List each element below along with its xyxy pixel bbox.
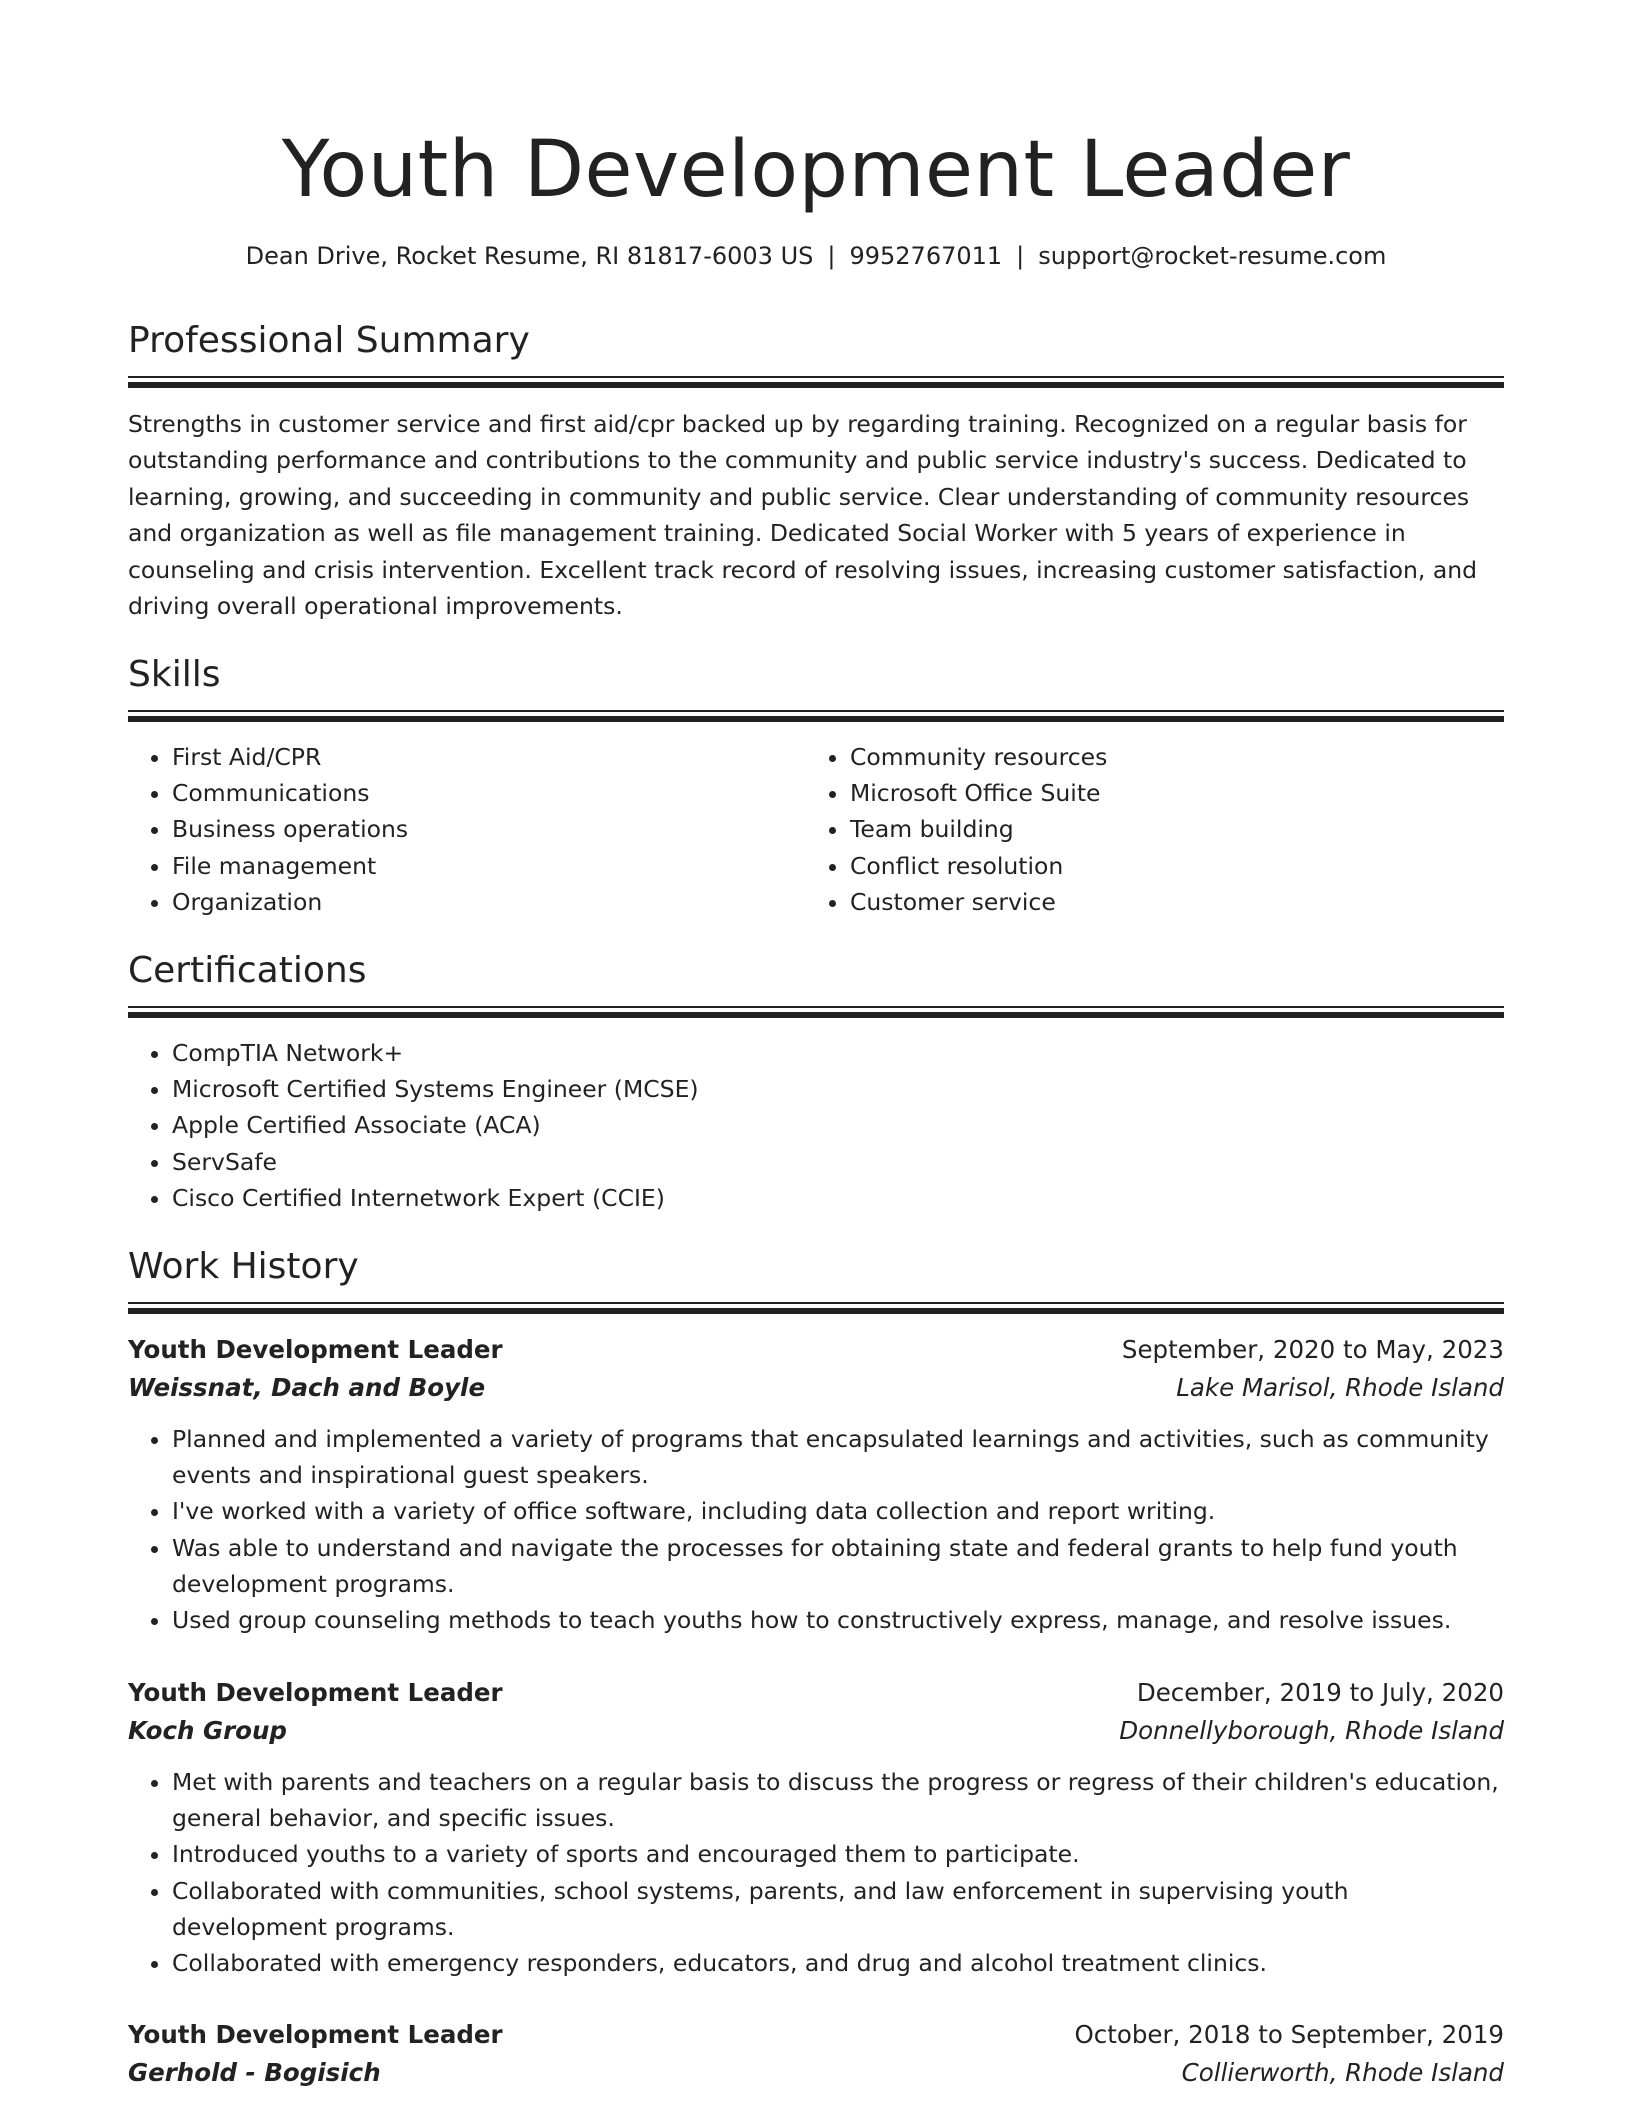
contact-separator: |: [827, 242, 836, 270]
work-entry: [128, 1331, 1504, 1638]
resume-name: Youth Development Leader: [281, 125, 1351, 215]
certification-item: • Microsoft Certified Systems Engineer (MCSE): [172, 1071, 1504, 1107]
job-bullet: • Met with parents and teachers on a regular basis to discuss the progress or regress of their children's education, general behavior, and specific issues.: [172, 1764, 1504, 1836]
section-divider: [128, 710, 1504, 722]
section-divider: [128, 376, 1504, 388]
skill-item: • Community resources: [850, 739, 1466, 775]
summary-text: Strengths in customer service and first aid/cpr backed up by regarding training. Recognized on a regular basis for outstanding performance and contributions to the community and public service industry's success. Dedicated to learning, growing, and succeeding in community and public service. Clear understanding of community resources and organization as well as file management training. Dedicated Social Worker with 5 years of experience in counseling and crisis intervention. Excellent track record of resolving issues, increasing customer satisfaction, and driving overall operational improvements.: [128, 410, 1478, 621]
job-dates: September, 2020 to May, 2023: [1121, 1335, 1504, 1364]
section-title-summary: Professional Summary: [128, 320, 530, 361]
skill-item: • Team building: [850, 811, 1466, 847]
skill-item: • Microsoft Office Suite: [850, 775, 1466, 811]
job-company: Gerhold - Bogisich: [128, 2058, 381, 2087]
section-title-skills: Skills: [128, 654, 221, 695]
job-company: Koch Group: [128, 1716, 287, 1745]
skill-item: • Customer service: [850, 884, 1466, 920]
job-location: Donnellyborough, Rhode Island: [1119, 1716, 1504, 1745]
job-title: Youth Development Leader: [128, 2020, 503, 2049]
job-location: Collierworth, Rhode Island: [1181, 2058, 1504, 2087]
skill-item: • First Aid/CPR: [172, 739, 788, 775]
section-divider: [128, 1006, 1504, 1018]
job-location: Lake Marisol, Rhode Island: [1176, 1373, 1504, 1402]
contact-phone: 9952767011: [849, 242, 1003, 270]
job-bullet: • Collaborated with emergency responders, educators, and drug and alcohol treatment clinics.: [172, 1945, 1504, 1981]
job-title: Youth Development Leader: [128, 1335, 503, 1364]
work-entry: [128, 1674, 1504, 1981]
skills-column-left: [128, 739, 788, 920]
contact-line: [128, 240, 1504, 272]
job-company: Weissnat, Dach and Boyle: [128, 1373, 486, 1402]
work-entry: [128, 2016, 1504, 2092]
certifications-list: [128, 1035, 1504, 1216]
certification-item: • Cisco Certified Internetwork Expert (CCIE): [172, 1180, 1504, 1216]
job-title: Youth Development Leader: [128, 1678, 503, 1707]
skill-item: • Communications: [172, 775, 788, 811]
job-bullet: • Collaborated with communities, school systems, parents, and law enforcement in supervising youth development programs.: [172, 1873, 1504, 1945]
skills-column-right: [806, 739, 1466, 920]
section-title-work-history: Work History: [128, 1246, 359, 1287]
skill-item: • Business operations: [172, 811, 788, 847]
skill-item: • File management: [172, 848, 788, 884]
contact-email: support@rocket-resume.com: [1038, 242, 1387, 270]
certification-item: • ServSafe: [172, 1144, 1504, 1180]
section-divider: [128, 1302, 1504, 1314]
certification-item: • CompTIA Network+: [172, 1035, 1504, 1071]
job-bullet: • I've worked with a variety of office software, including data collection and report writing.: [172, 1493, 1504, 1529]
job-dates: October, 2018 to September, 2019: [1074, 2020, 1504, 2049]
job-bullet: • Planned and implemented a variety of programs that encapsulated learnings and activities, such as community events and inspirational guest speakers.: [172, 1421, 1504, 1493]
skill-item: • Conflict resolution: [850, 848, 1466, 884]
contact-separator: |: [1016, 242, 1025, 270]
job-dates: December, 2019 to July, 2020: [1136, 1678, 1504, 1707]
job-bullet: • Used group counseling methods to teach youths how to constructively express, manage, and resolve issues.: [172, 1602, 1504, 1638]
job-bullet: • Introduced youths to a variety of sports and encouraged them to participate.: [172, 1836, 1504, 1872]
job-bullet: • Was able to understand and navigate the processes for obtaining state and federal grants to help fund youth development programs.: [172, 1530, 1504, 1602]
certification-item: • Apple Certified Associate (ACA): [172, 1107, 1504, 1143]
contact-address: Dean Drive, Rocket Resume, RI 81817-6003 US: [245, 242, 814, 270]
skill-item: • Organization: [172, 884, 788, 920]
section-title-certifications: Certifications: [128, 950, 367, 991]
